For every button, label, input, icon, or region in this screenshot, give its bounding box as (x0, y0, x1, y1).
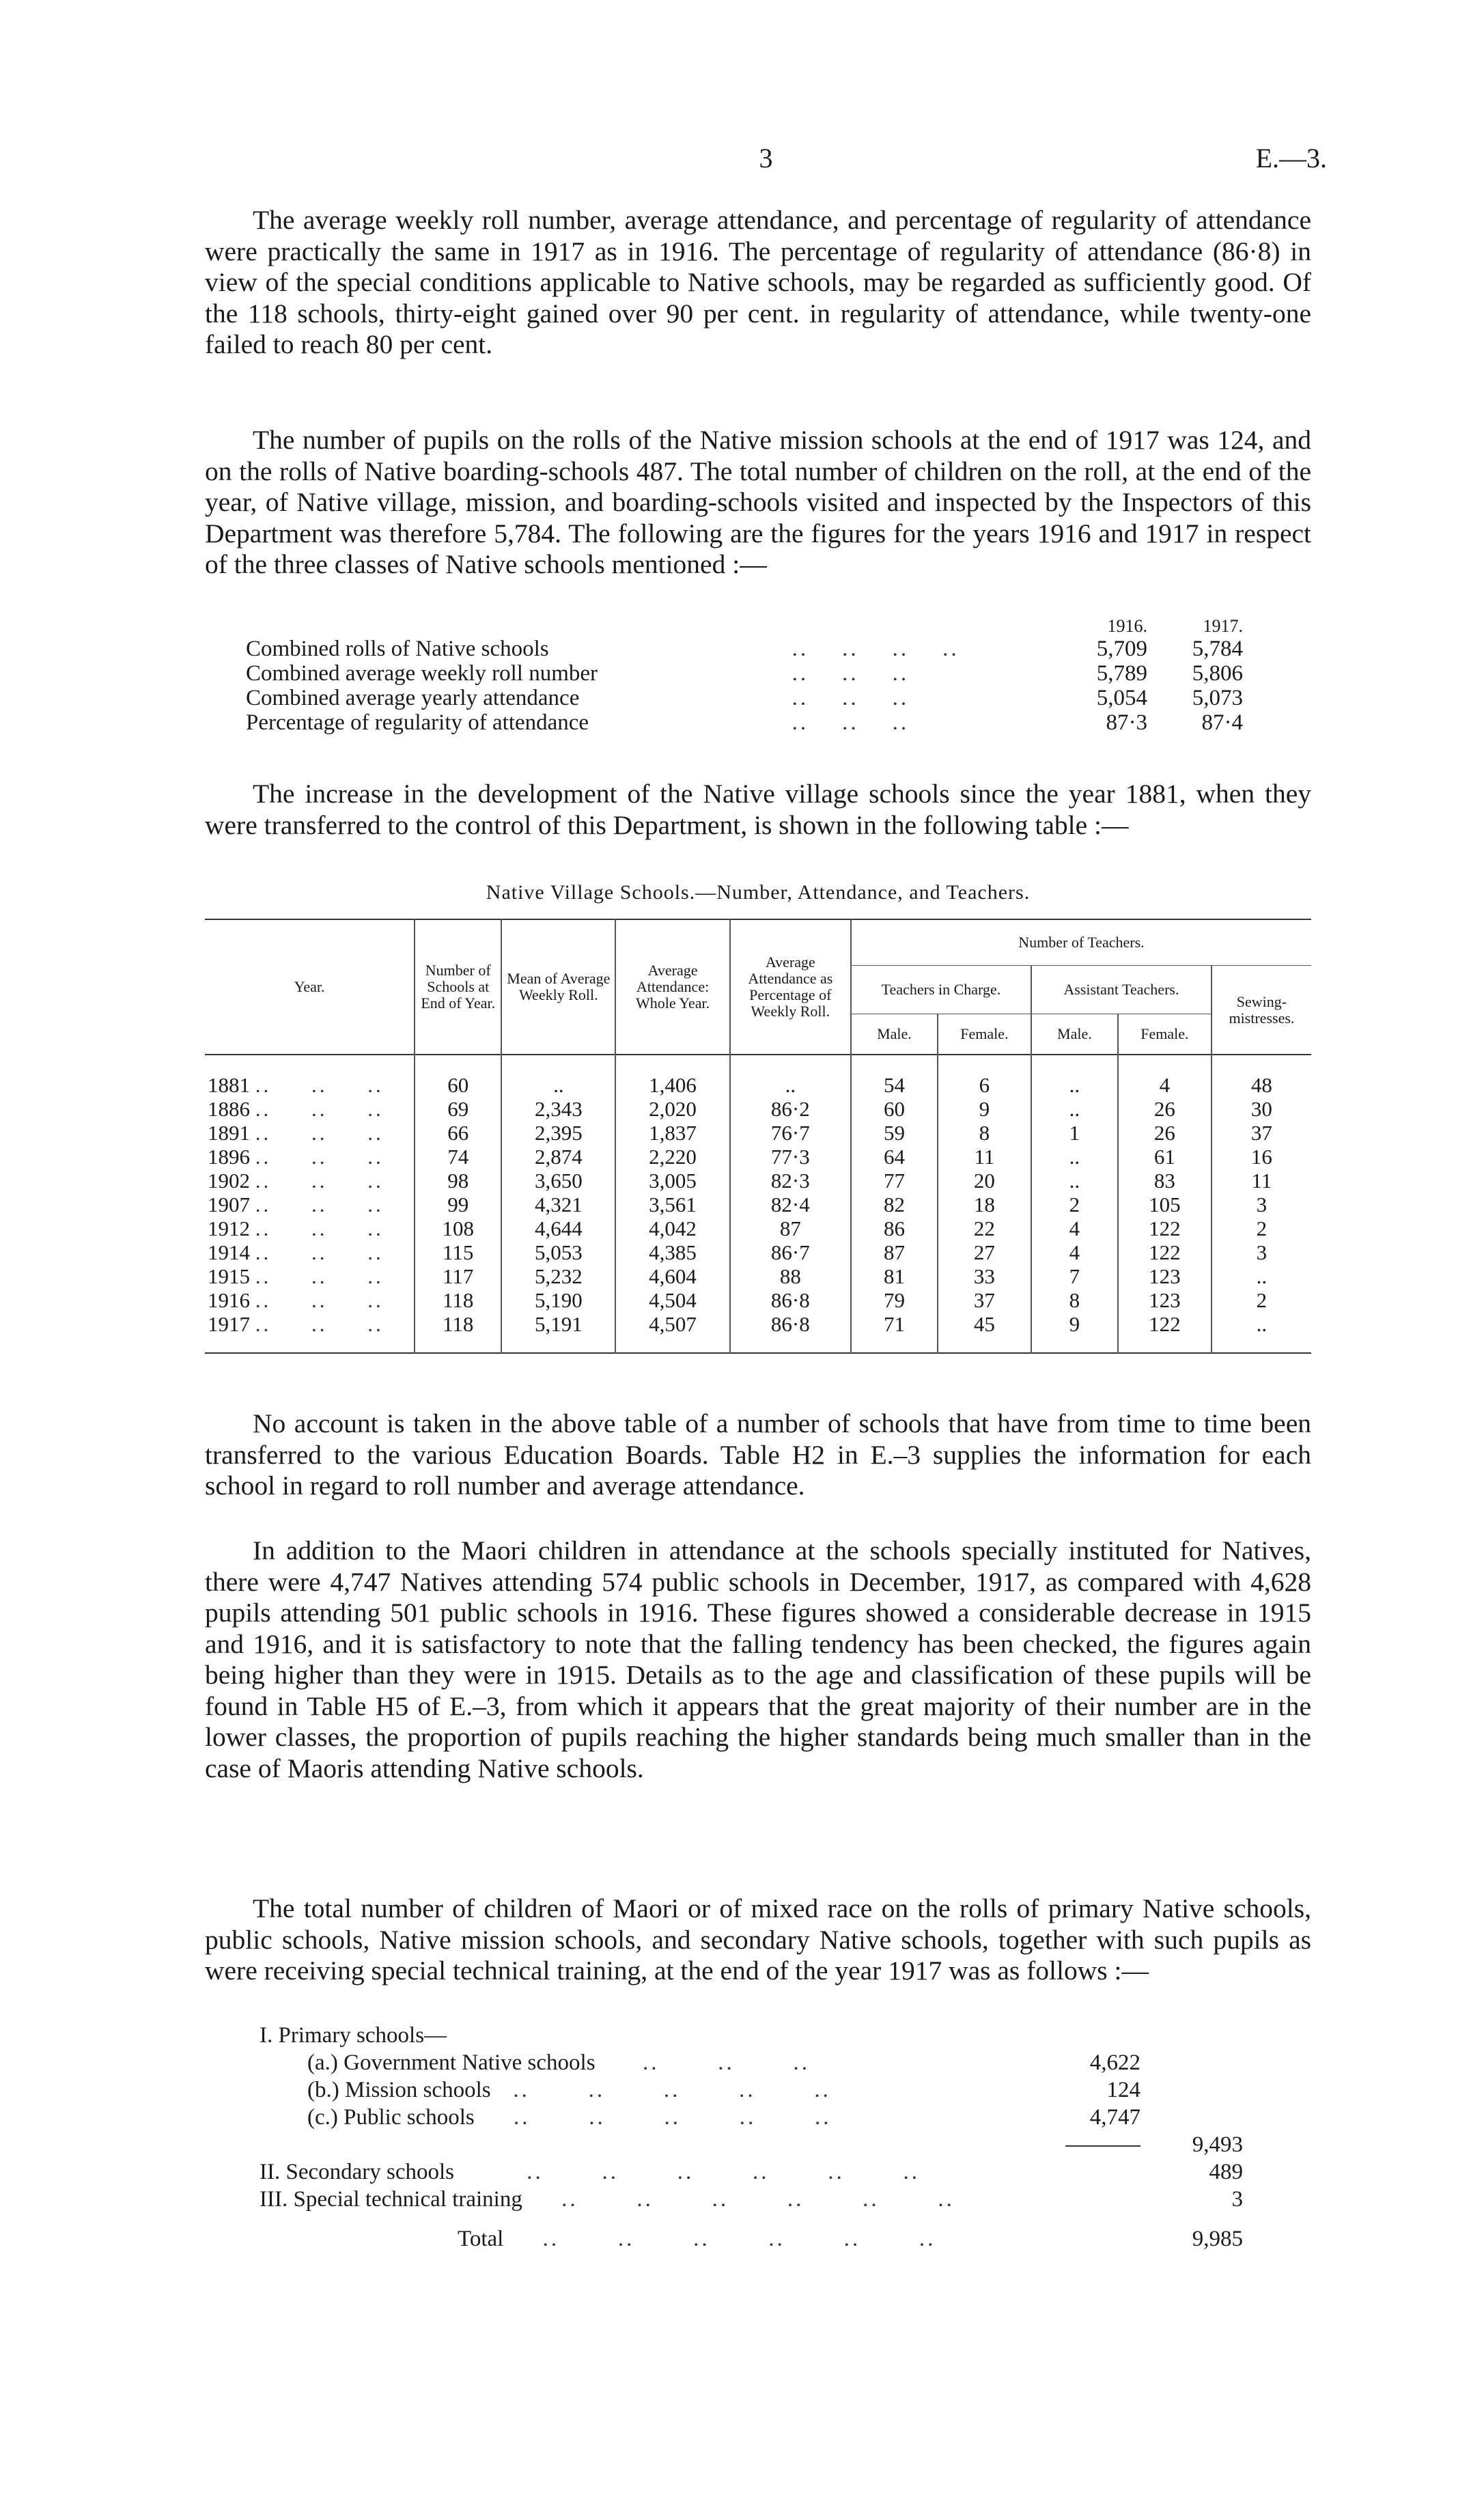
paragraph-regularity: The average weekly roll number, average attendance, and percentage of regularity of attendance were practically the same in 1917 as in 1916. The percentage of regularity of attendance (86·8) in view of the special conditions applicable to Native schools, may be regarded as sufficiently good. Of the 118 schools, thirty-eight gained over 90 per cent. in regularity of attendance, while twenty-one failed to reach 80 per cent. (205, 205, 1311, 359)
col-group-assistant: Assistant Teachers. (1031, 966, 1212, 1014)
cell-sewing: .. (1212, 1312, 1311, 1353)
cell-percentage: .. (730, 1055, 851, 1097)
cell-in-charge-male: 87 (851, 1240, 938, 1264)
cell-percentage: 86·8 (730, 1288, 851, 1312)
totals-item-label: (b.) Mission schools (307, 2078, 491, 2102)
cell-in-charge-male: 64 (851, 1145, 938, 1169)
cell-year: 1896 (208, 1145, 250, 1169)
col-attendance: Average Attendance: Whole Year. (615, 919, 729, 1055)
cell-percentage: 76·7 (730, 1121, 851, 1145)
leader-dots: .. .. .. (792, 710, 910, 735)
cell-percentage: 86·2 (730, 1097, 851, 1121)
leader-dots: .. .. .. .. .. (496, 2078, 831, 2102)
cell-schools: 69 (415, 1097, 501, 1121)
cell-in-charge-female: 33 (938, 1264, 1031, 1288)
cell-percentage: 82·3 (730, 1169, 851, 1193)
cell-assistant-female: 123 (1118, 1288, 1212, 1312)
cell-schools: 115 (415, 1240, 501, 1264)
totals-item-label: (c.) Public schools (307, 2105, 475, 2130)
summary-row (246, 686, 1243, 710)
primary-schools-label: I. Primary schools— (260, 2023, 447, 2048)
cell-assistant-male: .. (1031, 1055, 1118, 1097)
cell-schools: 99 (415, 1193, 501, 1216)
summary-year-1916: 1916. (1107, 616, 1147, 636)
cell-sewing: 48 (1212, 1055, 1311, 1097)
cell-assistant-female: 123 (1118, 1264, 1212, 1288)
cell-attendance: 4,507 (615, 1312, 729, 1353)
cell-assistant-female: 26 (1118, 1121, 1212, 1145)
cell-schools: 108 (415, 1216, 501, 1240)
cell-in-charge-female: 8 (938, 1121, 1031, 1145)
cell-in-charge-male: 59 (851, 1121, 938, 1145)
table-row (205, 1145, 1311, 1169)
col-percentage: Average Attendance as Percentage of Weekly Roll. (730, 919, 851, 1055)
cell-roll: 3,650 (501, 1169, 615, 1193)
table-row (205, 1240, 1311, 1264)
grand-total-value: 9,985 (1192, 2227, 1243, 2251)
page-number: 3 (759, 143, 773, 173)
cell-schools: 60 (415, 1055, 501, 1097)
summary-label: Percentage of regularity of attendance (246, 710, 589, 735)
leader-dots: .. .. .. (255, 1073, 384, 1097)
cell-in-charge-male: 54 (851, 1055, 938, 1097)
summary-label: Combined average weekly roll number (246, 661, 598, 686)
col-assistant-female: Female. (1118, 1014, 1212, 1055)
col-year: Year. (294, 978, 325, 995)
cell-roll: .. (501, 1055, 615, 1097)
cell-in-charge-male: 77 (851, 1169, 938, 1193)
leader-dots: .. .. .. (600, 2050, 811, 2075)
cell-in-charge-female: 37 (938, 1288, 1031, 1312)
leader-dots: .. .. .. .. .. .. (509, 2227, 936, 2251)
cell-year: 1917 (208, 1312, 250, 1336)
document-reference: E.—3. (1255, 143, 1327, 173)
cell-sewing: 30 (1212, 1097, 1311, 1121)
cell-attendance: 4,385 (615, 1240, 729, 1264)
summary-row (246, 661, 1243, 686)
summary-year-1917: 1917. (1203, 616, 1243, 636)
table-row (205, 1193, 1311, 1216)
totals-item-value: 124 (1106, 2078, 1140, 2102)
cell-assistant-female: 122 (1118, 1240, 1212, 1264)
summary-value: 5,054 (1096, 686, 1147, 710)
cell-year: 1914 (208, 1240, 250, 1264)
cell-sewing: 2 (1212, 1288, 1311, 1312)
cell-in-charge-female: 20 (938, 1169, 1031, 1193)
table-body (205, 1055, 1311, 1353)
leader-dots: .. .. .. (792, 686, 910, 710)
col-sewing: Sewing-mistresses. (1212, 966, 1311, 1055)
summary-value: 5,789 (1096, 661, 1147, 686)
cell-year: 1891 (208, 1121, 250, 1145)
cell-percentage: 82·4 (730, 1193, 851, 1216)
cell-in-charge-male: 79 (851, 1288, 938, 1312)
cell-percentage: 86·7 (730, 1240, 851, 1264)
table-row (205, 1055, 1311, 1097)
summary-row (246, 710, 1243, 735)
grand-total-label: Total (458, 2227, 504, 2251)
technical-training-label: III. Special technical training (260, 2187, 522, 2212)
table-row (205, 1169, 1311, 1193)
leader-dots: .. .. .. (255, 1193, 384, 1216)
native-village-schools-table (205, 919, 1311, 1354)
summary-value: 5,073 (1192, 686, 1243, 710)
table-row (205, 1312, 1311, 1353)
cell-attendance: 2,020 (615, 1097, 729, 1121)
cell-in-charge-male: 86 (851, 1216, 938, 1240)
cell-roll: 5,191 (501, 1312, 615, 1353)
page-header (205, 142, 1327, 183)
totals-row (260, 2158, 1243, 2186)
totals-row (260, 2049, 1243, 2076)
cell-year: 1907 (208, 1193, 250, 1216)
table-row (205, 1121, 1311, 1145)
summary-label: Combined rolls of Native schools (246, 637, 549, 661)
cell-in-charge-female: 27 (938, 1240, 1031, 1264)
leader-dots: .. .. .. (255, 1312, 384, 1336)
cell-roll: 2,395 (501, 1121, 615, 1145)
table-row (205, 1264, 1311, 1288)
summary-value: 87·4 (1201, 710, 1243, 735)
summary-value: 5,806 (1192, 661, 1243, 686)
technical-training-value: 3 (1231, 2187, 1243, 2212)
summary-value: 5,709 (1096, 637, 1147, 661)
totals-item-label: (a.) Government Native schools (307, 2050, 596, 2075)
cell-assistant-male: 2 (1031, 1193, 1118, 1216)
cell-percentage: 87 (730, 1216, 851, 1240)
cell-assistant-male: 7 (1031, 1264, 1118, 1288)
leader-dots: .. .. .. (255, 1240, 384, 1264)
cell-year: 1915 (208, 1264, 250, 1288)
secondary-schools-label: II. Secondary schools (260, 2160, 455, 2184)
summary-value: 5,784 (1192, 637, 1243, 661)
cell-roll: 2,343 (501, 1097, 615, 1121)
cell-year: 1912 (208, 1216, 250, 1240)
cell-schools: 66 (415, 1121, 501, 1145)
cell-roll: 5,190 (501, 1288, 615, 1312)
table-row (205, 1216, 1311, 1240)
cell-roll: 5,232 (501, 1264, 615, 1288)
totals-row (260, 2022, 1243, 2049)
cell-year: 1902 (208, 1169, 250, 1193)
cell-attendance: 3,005 (615, 1169, 729, 1193)
cell-year: 1881 (208, 1073, 250, 1097)
col-group-teachers: Number of Teachers. (851, 919, 1311, 966)
col-assistant-male: Male. (1031, 1014, 1118, 1055)
cell-in-charge-female: 11 (938, 1145, 1031, 1169)
col-group-in-charge: Teachers in Charge. (851, 966, 1031, 1014)
leader-dots: .. .. .. (255, 1264, 384, 1288)
summary-header-row (246, 616, 1243, 637)
cell-schools: 118 (415, 1288, 501, 1312)
cell-percentage: 77·3 (730, 1145, 851, 1169)
leader-dots: .. .. .. (255, 1216, 384, 1240)
cell-assistant-male: 1 (1031, 1121, 1118, 1145)
subtotal-rule (1065, 2145, 1140, 2147)
paragraph-mission-rolls: The number of pupils on the rolls of the Native mission schools at the end of 1917 was 124, and on the rolls of Native boarding-schools 487. The total number of children on the roll, at the end of the year, of Native village, mission, and boarding-schools visited and inspected by the Inspectors of this Department was therefore 5,784. The following are the figures for the years 1916 and 1917 in respect of the three classes of Native schools mentioned :— (205, 425, 1311, 579)
table-row (205, 1288, 1311, 1312)
cell-assistant-female: 26 (1118, 1097, 1212, 1121)
cell-schools: 98 (415, 1169, 501, 1193)
col-in-charge-female: Female. (938, 1014, 1031, 1055)
cell-sewing: 37 (1212, 1121, 1311, 1145)
cell-year: 1886 (208, 1097, 250, 1121)
cell-sewing: .. (1212, 1264, 1311, 1288)
cell-schools: 74 (415, 1145, 501, 1169)
summary-label: Combined average yearly attendance (246, 686, 580, 710)
cell-assistant-female: 4 (1118, 1055, 1212, 1097)
leader-dots: .. .. .. (255, 1145, 384, 1169)
cell-in-charge-male: 81 (851, 1264, 938, 1288)
cell-in-charge-male: 60 (851, 1097, 938, 1121)
table-row (205, 1097, 1311, 1121)
cell-sewing: 16 (1212, 1145, 1311, 1169)
leader-dots: .. .. .. .. (792, 637, 960, 661)
table-caption: Native Village Schools.—Number, Attendance, and Teachers. (486, 881, 1031, 904)
cell-assistant-female: 83 (1118, 1169, 1212, 1193)
cell-in-charge-female: 18 (938, 1193, 1031, 1216)
totals-item-value: 4,622 (1089, 2050, 1140, 2075)
cell-roll: 4,321 (501, 1193, 615, 1216)
cell-assistant-male: 4 (1031, 1240, 1118, 1264)
totals-table (260, 2022, 1243, 2253)
paragraph-no-account: No account is taken in the above table of a number of schools that have from time to time been transferred to the various Education Boards. Table H2 in E.–3 supplies the information for each school in regard to roll number and average attendance. (205, 1408, 1311, 1501)
cell-schools: 117 (415, 1264, 501, 1288)
cell-assistant-male: .. (1031, 1169, 1118, 1193)
summary-row (246, 637, 1243, 661)
cell-sewing: 3 (1212, 1240, 1311, 1264)
cell-assistant-female: 105 (1118, 1193, 1212, 1216)
cell-attendance: 1,837 (615, 1121, 729, 1145)
cell-attendance: 4,042 (615, 1216, 729, 1240)
cell-in-charge-female: 22 (938, 1216, 1031, 1240)
primary-subtotal: 9,493 (1192, 2132, 1243, 2157)
summary-table (246, 616, 1243, 735)
cell-attendance: 4,604 (615, 1264, 729, 1288)
leader-dots: .. .. .. .. .. .. (528, 2187, 955, 2212)
cell-assistant-male: .. (1031, 1145, 1118, 1169)
leader-dots: .. .. .. .. .. .. (460, 2160, 921, 2184)
leader-dots: .. .. .. (255, 1121, 384, 1145)
cell-assistant-male: 9 (1031, 1312, 1118, 1353)
leader-dots: .. .. .. (255, 1097, 384, 1121)
cell-percentage: 86·8 (730, 1312, 851, 1353)
col-schools: Number of Schools at End of Year. (415, 919, 501, 1055)
cell-roll: 5,053 (501, 1240, 615, 1264)
totals-row (260, 2213, 1243, 2253)
leader-dots: .. .. .. .. .. (479, 2105, 832, 2130)
cell-attendance: 3,561 (615, 1193, 729, 1216)
cell-assistant-male: 4 (1031, 1216, 1118, 1240)
totals-row (260, 2076, 1243, 2104)
cell-attendance: 1,406 (615, 1055, 729, 1097)
cell-in-charge-female: 45 (938, 1312, 1031, 1353)
cell-attendance: 4,504 (615, 1288, 729, 1312)
cell-sewing: 2 (1212, 1216, 1311, 1240)
cell-in-charge-male: 82 (851, 1193, 938, 1216)
secondary-schools-value: 489 (1209, 2160, 1243, 2184)
paragraph-maori-children: In addition to the Maori children in attendance at the schools specially instituted for Natives, there were 4,747 Natives attending 574 public schools in December, 1917, as compared with 4,628 pupils attending 501 public schools in 1916. These figures showed a considerable decrease in 1915 and 1916, and it is satisfactory to note that the falling tendency has been checked, the figures again being higher than they were in 1915. Details as to the age and classification of these pupils will be found in Table H5 of E.–3, from which it appears that the great majority of their number are in the lower classes, the proportion of pupils reaching the higher standards being much smaller than in the case of Maoris attending Native schools. (205, 1535, 1311, 1783)
cell-in-charge-female: 9 (938, 1097, 1031, 1121)
cell-attendance: 2,220 (615, 1145, 729, 1169)
leader-dots: .. .. .. (792, 661, 910, 686)
totals-row (260, 2186, 1243, 2213)
leader-dots: .. .. .. (255, 1288, 384, 1312)
totals-row (260, 2131, 1243, 2158)
cell-schools: 118 (415, 1312, 501, 1353)
col-in-charge-male: Male. (851, 1014, 938, 1055)
leader-dots: .. .. .. (255, 1169, 384, 1193)
cell-roll: 2,874 (501, 1145, 615, 1169)
cell-assistant-male: .. (1031, 1097, 1118, 1121)
summary-value: 87·3 (1106, 710, 1147, 735)
cell-roll: 4,644 (501, 1216, 615, 1240)
col-weekly-roll: Mean of Average Weekly Roll. (501, 919, 615, 1055)
cell-in-charge-female: 6 (938, 1055, 1031, 1097)
cell-percentage: 88 (730, 1264, 851, 1288)
cell-sewing: 3 (1212, 1193, 1311, 1216)
cell-in-charge-male: 71 (851, 1312, 938, 1353)
totals-row (260, 2104, 1243, 2131)
cell-assistant-female: 122 (1118, 1312, 1212, 1353)
cell-assistant-female: 122 (1118, 1216, 1212, 1240)
cell-sewing: 11 (1212, 1169, 1311, 1193)
cell-assistant-male: 8 (1031, 1288, 1118, 1312)
paragraph-total-children: The total number of children of Maori or of mixed race on the rolls of primary Native schools, public schools, Native mission schools, and secondary Native schools, together with such pupils as were receiving special technical training, at the end of the year 1917 was as follows :— (205, 1893, 1311, 1986)
totals-item-value: 4,747 (1089, 2105, 1140, 2130)
paragraph-increase: The increase in the development of the Native village schools since the year 1881, when they were transferred to the control of this Department, is shown in the following table :— (205, 779, 1311, 840)
cell-year: 1916 (208, 1288, 250, 1312)
cell-assistant-female: 61 (1118, 1145, 1212, 1169)
